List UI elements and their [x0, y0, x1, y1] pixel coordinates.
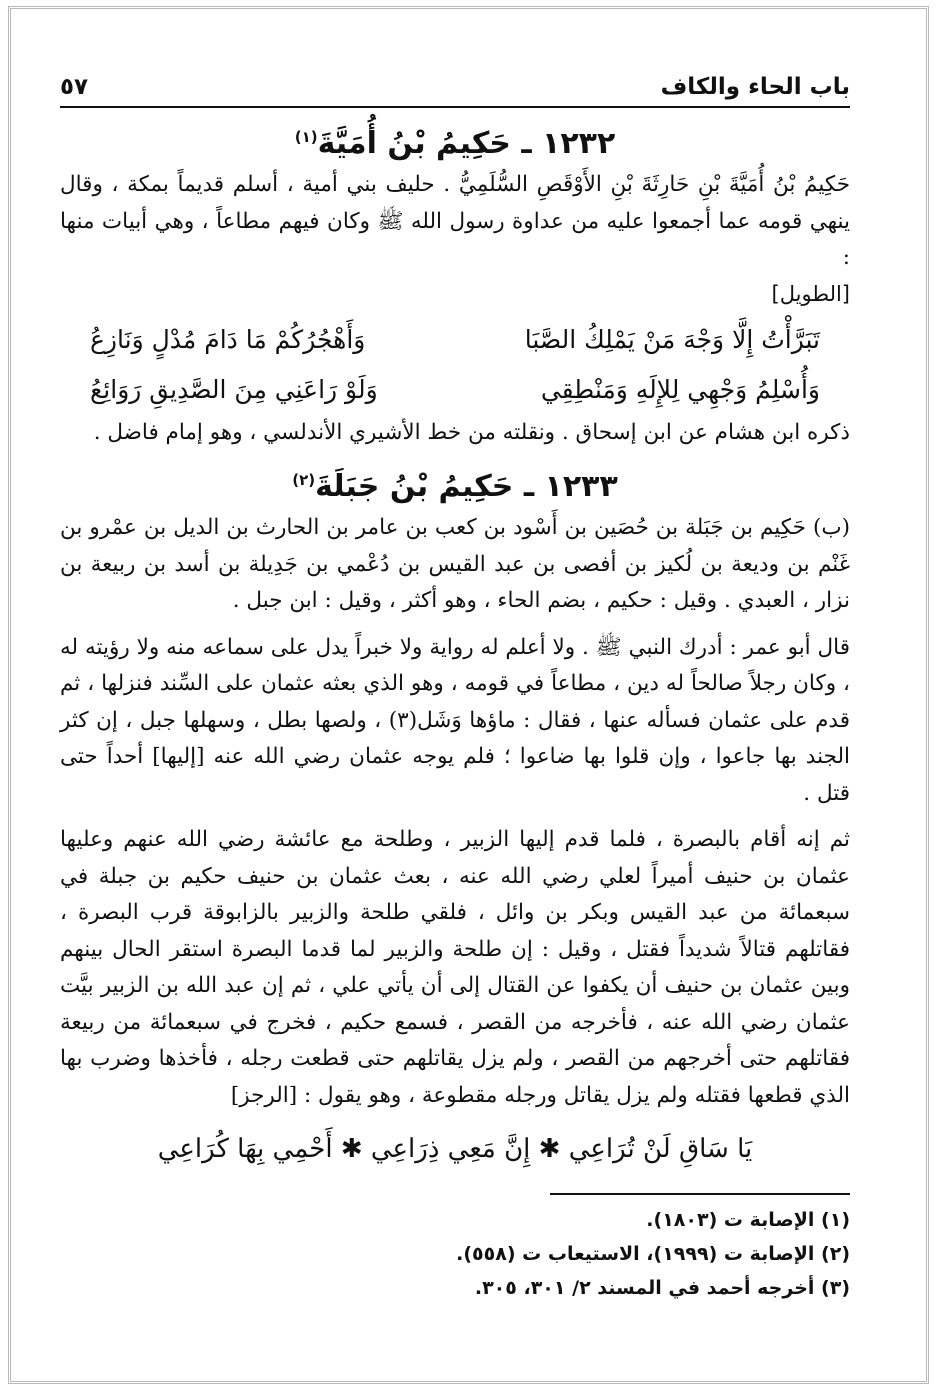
- meter-label: [الطويل]: [771, 281, 850, 306]
- poem-verses: [90, 315, 820, 415]
- footnotes: [60, 1203, 850, 1305]
- entry-title-text: ١٢٣٣ ـ حَكِيمُ بْنُ جَبَلَةَ: [315, 469, 618, 504]
- entry-title-text: ١٢٣٢ ـ حَكِيمُ بْنُ أُمَيَّةَ: [317, 126, 616, 161]
- page-number: ٥٧: [60, 74, 89, 100]
- entry-paragraph: (ب) حَكِيم بن جَبَلة بن حُصَين بن أَسْود بن كعب بن عامر بن الحارث بن الديل بن عمْرو بن غَنْم بن وديعة بن لُكيز بن أفصى بن عبد القيس بن دُعْمي بن جَدِيلة بن أسد بن ربيعة بن نزار ، العبدي . وقيل : حكيم ، بضم الحاء ، وهو أكثر ، وقيل : ابن جبل .: [60, 515, 850, 613]
- verse-hemistich: وَأَهْجُرُكُمْ مَا دَامَ مُدْلٍ وَنَازِعُ: [90, 324, 366, 354]
- entry-paragraph: حَكِيمُ بْنُ أُمَيَّةَ بْنِ حَارِثَةَ بْنِ الأَوْقَصِ السُّلَمِيُّ . حليف بني أمية ، أسلم قديماً بمكة ، وقال ينهي قومه عما أجمعوا عليه من عداوة رسول الله ﷺ وكان فيهم مطاعاً ، وهي أبيات منها :: [60, 172, 850, 270]
- verse-line: [90, 365, 820, 415]
- verse-hemistich: وَأُسْلِمُ وَجْهِي لِلإِلَهِ وَمَنْطِقِي: [540, 374, 820, 404]
- footnote-mark: (١): [294, 128, 318, 146]
- footnote: (٢) الإصابة ت (١٩٩٩)، الاستيعاب ت (٥٥٨).: [456, 1243, 850, 1265]
- entry-title-1233: [60, 469, 850, 504]
- chapter-title: باب الحاء والكاف: [660, 74, 850, 100]
- entry-paragraph: قال أبو عمر : أدرك النبي ﷺ . ولا أعلم له رواية ولا خبراً يدل على سماعه منه ولا رؤيته له ، وكان رجلاً صالحاً له دين ، مطاعاً في قومه ، وهو الذي بعثه عثمان على السِّند فنزلها ، ثم قدم على عثمان فسأله عنها ، فقال : ماؤها وَشَل(٣) ، ولصها بطل ، وسهلها جبل ، إن كثر الجند بها جاعوا ، وإن قلوا بها ضاعوا ؛ فلم يوجه عثمان رضي الله عنه [إليها] أحداً حتى قتل .: [60, 634, 850, 806]
- rajaz-verse: يَا سَاقِ لَنْ تُرَاعِي ✱ إِنَّ مَعِي ذِرَاعِي ✱ أَحْمِي بِهَا كُرَاعِي: [157, 1134, 753, 1164]
- entry-paragraph: ذكره ابن هشام عن ابن إسحاق . ونقلته من خط الأشيري الأندلسي ، وهو إمام فاضل .: [93, 419, 850, 445]
- entry-title-1232: [60, 126, 850, 161]
- entry-paragraph: ثم إنه أقام بالبصرة ، فلما قدم إليها الزبير ، وطلحة مع عائشة رضي الله عنهم وعليها عثمان بن حنيف أميراً لعلي رضي الله عنه ، بعث عثمان بن حنيف حكيم بن جبلة في سبعمائة من عبد القيس وبكر بن وائل ، فلقي طلحة والزبير بالزابوقة قرب البصرة ، فقاتلهم قتالاً شديداً فقتل ، وقيل : إن طلحة والزبير لما قدما البصرة استقر الحال بينهم وبين عثمان بن حنيف أن يكفوا عن القتال إلى أن يأتي علي ، ثم إن عبد الله بن الزبير بيَّت عثمان رضي الله عنه ، فأخرجه من القصر ، فسمع حكيم ، فخرج في سبعمائة من ربيعة فقاتلهم حتى أخرجهم من القصر ، ولم يزل يقاتلهم حتى قطعت رجله ، فأخذها وضرب بها الذي قطعها فقتله ولم يزل يقاتل ورجله مقطوعة ، وهو يقول : [الرجز]: [60, 827, 850, 1108]
- verse-line: [90, 315, 820, 365]
- footnote: (٣) أخرجه أحمد في المسند ٢/ ٣٠١، ٣٠٥.: [474, 1277, 850, 1299]
- verse-hemistich: وَلَوْ رَاعَنِي مِنَ الصَّدِيقِ رَوَائِعُ: [90, 374, 378, 404]
- verse-hemistich: تَبَرَّأْتُ إِلَّا وَجْهَ مَنْ يَمْلِكُ الصَّبَا: [524, 324, 820, 354]
- footnote-mark: (٢): [292, 471, 316, 489]
- running-header: [60, 70, 850, 108]
- footnote-divider: [550, 1193, 850, 1195]
- document-page: [60, 70, 850, 1176]
- footnote: (١) الإصابة ت (١٨٠٣).: [646, 1209, 850, 1231]
